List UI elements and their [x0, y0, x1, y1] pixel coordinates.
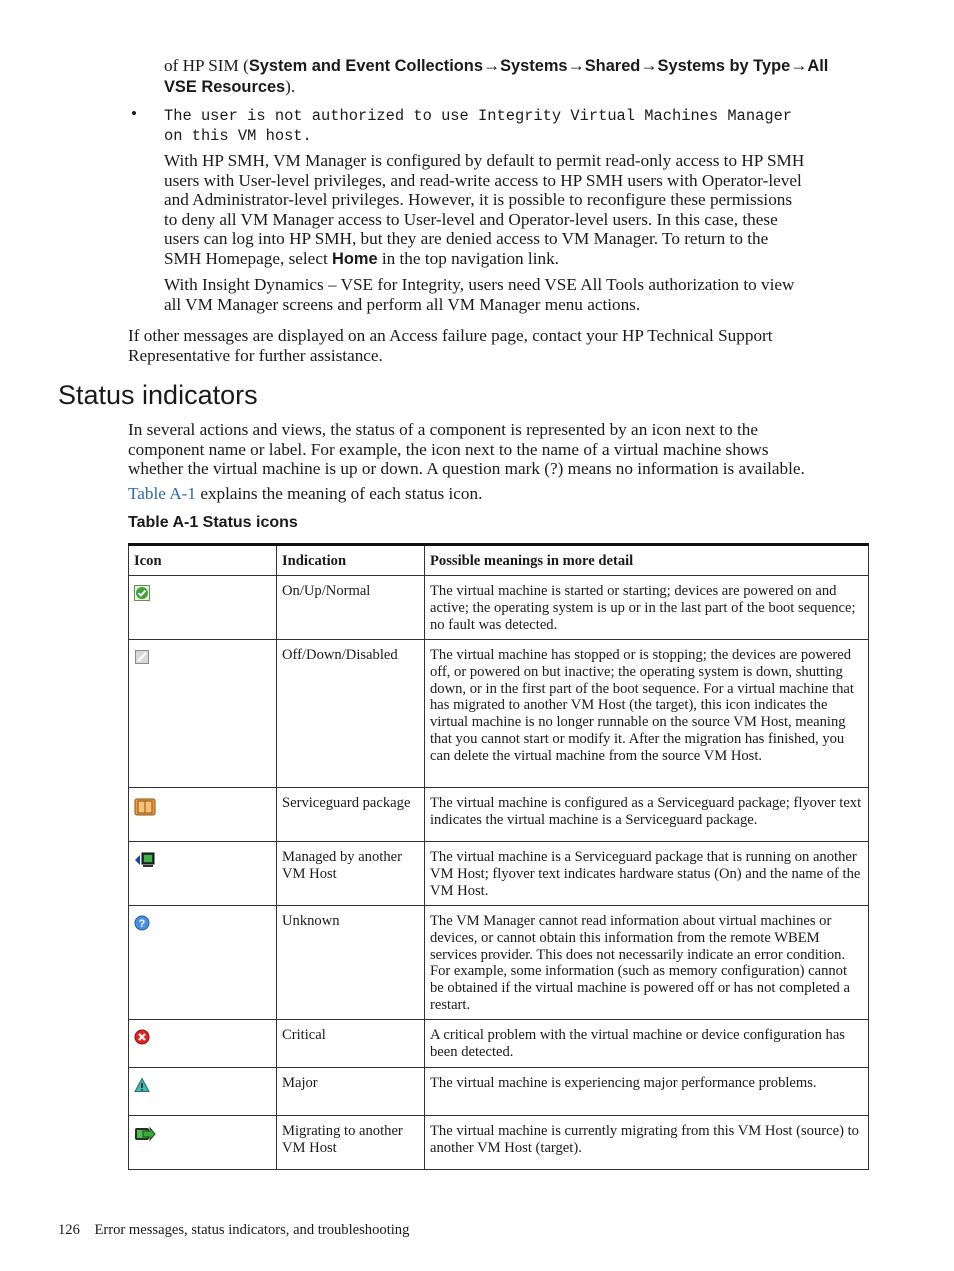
- icon-cell: [129, 576, 277, 640]
- indication-cell: On/Up/Normal: [277, 576, 425, 640]
- indication-cell: Migrating to another VM Host: [277, 1116, 425, 1170]
- major-status-icon: [134, 1077, 150, 1093]
- icon-cell: [129, 842, 277, 906]
- indication-cell: Serviceguard package: [277, 788, 425, 842]
- menu-path-all: All: [807, 57, 829, 75]
- bullet-marker: •: [131, 104, 138, 123]
- table-row: [129, 1068, 869, 1116]
- icon-cell: [129, 1020, 277, 1068]
- down-status-icon: [134, 649, 150, 665]
- critical-status-icon: [134, 1029, 150, 1045]
- detail-cell: The virtual machine is experiencing major performance problems.: [425, 1068, 869, 1116]
- status-intro-paragraph: In several actions and views, the status of a component is represented by an icon next to the component name or label. For example, the icon next to the name of a virtual machine shows whether the virtual machine is up or down. A question mark (?) means no information is available.: [128, 420, 805, 479]
- indication-cell: Unknown: [277, 906, 425, 1020]
- detail-cell: The virtual machine is configured as a Serviceguard package; flyover text indicates the virtual machine is a Serviceguard package.: [425, 788, 869, 842]
- detail-cell: The virtual machine is a Serviceguard package that is running on another VM Host; flyover text indicates hardware status (On) and the name of the VM Host.: [425, 842, 869, 906]
- home-link-label: Home: [332, 249, 378, 268]
- unknown-status-icon: [134, 915, 150, 931]
- up-status-icon: [134, 585, 150, 601]
- serviceguard-package-icon: [134, 797, 156, 817]
- icon-cell: [129, 788, 277, 842]
- error-message-code: The user is not authorized to use Integrity Virtual Machines Manager on this VM host.: [164, 107, 793, 145]
- status-icons-table: [128, 543, 869, 1170]
- table-row: [129, 1020, 869, 1068]
- table-row: [129, 788, 869, 842]
- detail-cell: The virtual machine is currently migrating from this VM Host (source) to another VM Host (target).: [425, 1116, 869, 1170]
- header-icon: Icon: [129, 545, 277, 576]
- vse-authorization-paragraph: With Insight Dynamics – VSE for Integrity, users need VSE All Tools authorization to view all VM Manager screens and perform all VM Manager menu actions.: [164, 275, 795, 314]
- icon-cell: [129, 906, 277, 1020]
- table-row: [129, 906, 869, 1020]
- icon-cell: [129, 640, 277, 788]
- table-row: [129, 842, 869, 906]
- indication-cell: Critical: [277, 1020, 425, 1068]
- migrating-icon: [134, 1125, 156, 1143]
- footer-chapter-title: Error messages, status indicators, and troubleshooting: [94, 1222, 410, 1238]
- other-messages-paragraph: If other messages are displayed on an Access failure page, contact your HP Technical Support Representative for further assistance.: [128, 326, 773, 365]
- icon-cell: [129, 1116, 277, 1170]
- menu-path-systems: Systems: [500, 57, 568, 75]
- managed-by-another-host-icon: [134, 851, 156, 869]
- indication-cell: Off/Down/Disabled: [277, 640, 425, 788]
- menu-path-vse-resources: VSE Resources: [164, 77, 286, 96]
- page-number: 126: [58, 1222, 80, 1238]
- table-header-row: [129, 545, 869, 576]
- smh-permissions-paragraph: With HP SMH, VM Manager is configured by default to permit read-only access to HP SMH users with User-level privileges, and read-write access to HP SMH users with Operator-level and Administrator-level privileges. However, it is possible to reconfigure these permissions to deny all VM Manager access to User-level and Operator-level users. In this case, these users can log into HP SMH, but they are denied access to VM Manager. To return to the SMH Homepage, select Home in the top navigation link.: [164, 151, 805, 268]
- menu-path-system-event: System and Event Collections: [248, 57, 483, 75]
- intro-path-line: of HP SIM (System and Event Collections→Systems→Shared→Systems by Type→All VSE Resources).: [164, 56, 829, 96]
- indication-cell: Managed by another VM Host: [277, 842, 425, 906]
- table-row: [129, 640, 869, 788]
- menu-path-shared: Shared: [584, 57, 641, 75]
- svg-text:?: ?: [138, 918, 146, 930]
- menu-path-systems-by-type: Systems by Type: [657, 57, 791, 75]
- table-row: [129, 576, 869, 640]
- detail-cell: A critical problem with the virtual machine or device configuration has been detected.: [425, 1020, 869, 1068]
- page-footer: [58, 1222, 409, 1239]
- detail-cell: The virtual machine has stopped or is stopping; the devices are powered off, or powered on but inactive; the operating system is down, shutting down, or in the first part of the boot sequence. For a virtual machine that has migrated to another VM Host (the target), this icon indicates the virtual machine is no longer runnable on the source VM Host, meaning that you cannot start or modify it. After the migration has finished, you can delete the virtual machine from the source VM Host.: [425, 640, 869, 788]
- table-row: [129, 1116, 869, 1170]
- section-title: Status indicators: [58, 380, 258, 410]
- table-caption: Table A-1 Status icons: [128, 514, 298, 531]
- detail-cell: The VM Manager cannot read information about virtual machines or devices, or cannot obtain this information from the remote WBEM services provider. This does not necessarily indicate an error condition. For example, some information (such as memory configuration) cannot be obtained if the virtual machine is powered off or has not completed a restart.: [425, 906, 869, 1020]
- header-indication: Indication: [277, 545, 425, 576]
- detail-cell: The virtual machine is started or starting; devices are powered on and active; the operating system is up or in the last part of the boot sequence; no fault was detected.: [425, 576, 869, 640]
- indication-cell: Major: [277, 1068, 425, 1116]
- header-detail: Possible meanings in more detail: [425, 545, 869, 576]
- icon-cell: [129, 1068, 277, 1116]
- table-a1-link[interactable]: Table A-1: [128, 484, 197, 503]
- table-reference-line: Table A-1 explains the meaning of each status icon.: [128, 484, 483, 503]
